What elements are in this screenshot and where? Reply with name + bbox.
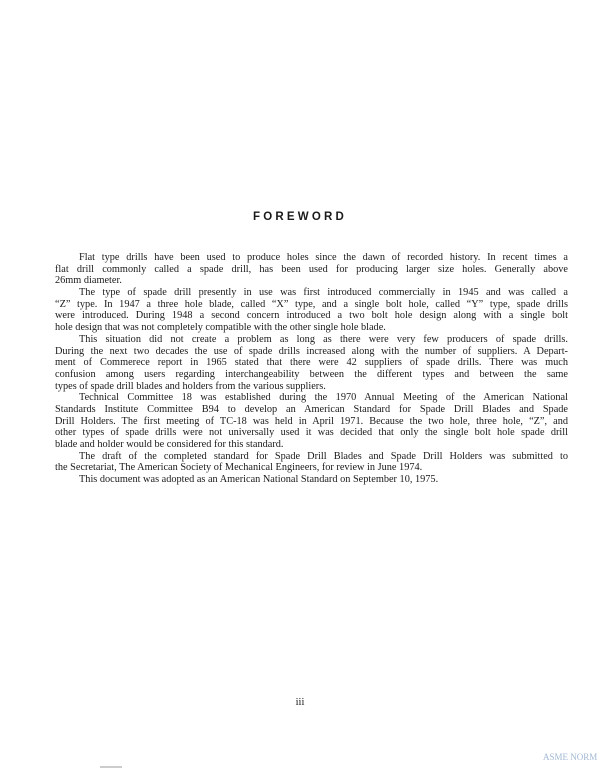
text-line: types of spade drill blades and holders from the various suppliers. bbox=[55, 380, 326, 392]
paragraph bbox=[55, 287, 568, 334]
text-line: other types of spade drills were not universally used it was decided that only the single bolt hole spade drill bbox=[55, 427, 568, 439]
text-line: flat drill commonly called a spade drill, has been used for producing larger size holes. Generally above bbox=[55, 263, 568, 275]
text-line: Technical Committee 18 was established during the 1970 Annual Meeting of the American National bbox=[79, 392, 568, 404]
paragraph bbox=[55, 334, 568, 392]
page-title: FOREWORD bbox=[253, 211, 347, 223]
text-line: were introduced. During 1948 a second concern introduced a two bolt hole design along with a single bolt bbox=[55, 310, 568, 322]
text-line: blade and holder would be considered for this standard. bbox=[55, 439, 284, 450]
text-line: 26mm diameter. bbox=[55, 275, 122, 287]
text-line: Flat type drills have been used to produce holes since the dawn of recorded history. In recent times a bbox=[79, 252, 568, 263]
text-line: ment of Commerece report in 1965 stated that there were 42 suppliers of spade drills. There was much bbox=[55, 357, 568, 369]
paragraph bbox=[55, 474, 568, 486]
foreword-body bbox=[55, 252, 568, 486]
scan-smudge bbox=[100, 766, 122, 768]
text-line: During the next two decades the use of spade drills increased along with the number of suppliers. A Depart- bbox=[55, 345, 568, 357]
text-line: hole design that was not completely compatible with the other single hole blade. bbox=[55, 322, 386, 334]
text-line: confusion among users regarding interchangeability between the different types and between the same bbox=[55, 368, 568, 380]
watermark-logo bbox=[543, 752, 597, 766]
text-line: The type of spade drill presently in use was first introduced commercially in 1945 and was called a bbox=[79, 287, 568, 299]
page-number: iii bbox=[295, 697, 305, 708]
text-line: This situation did not create a problem as long as there were very few producers of spade drills. bbox=[79, 333, 568, 345]
text-line: “Z” type. In 1947 a three hole blade, called “X” type, and a single bolt hole, called “Y” type, spade drills bbox=[55, 298, 568, 310]
text-line: Drill Holders. The first meeting of TC-18 was held in April 1971. Because the two hole, three hole, “Z”, and bbox=[55, 415, 568, 427]
paragraph bbox=[55, 451, 568, 474]
text-line: Standards Institute Committee B94 to develop an American Standard for Spade Drill Blades and Spade bbox=[55, 403, 568, 415]
watermark-text: ASME NORM bbox=[543, 752, 598, 762]
text-line: the Secretariat, The American Society of Mechanical Engineers, for review in June 1974. bbox=[55, 462, 423, 474]
paragraph bbox=[55, 252, 568, 287]
text-line: This document was adopted as an American National Standard on September 10, 1975. bbox=[79, 474, 439, 486]
paragraph bbox=[55, 392, 568, 450]
text-line: The draft of the completed standard for Spade Drill Blades and Spade Drill Holders was submitted to bbox=[79, 450, 568, 462]
